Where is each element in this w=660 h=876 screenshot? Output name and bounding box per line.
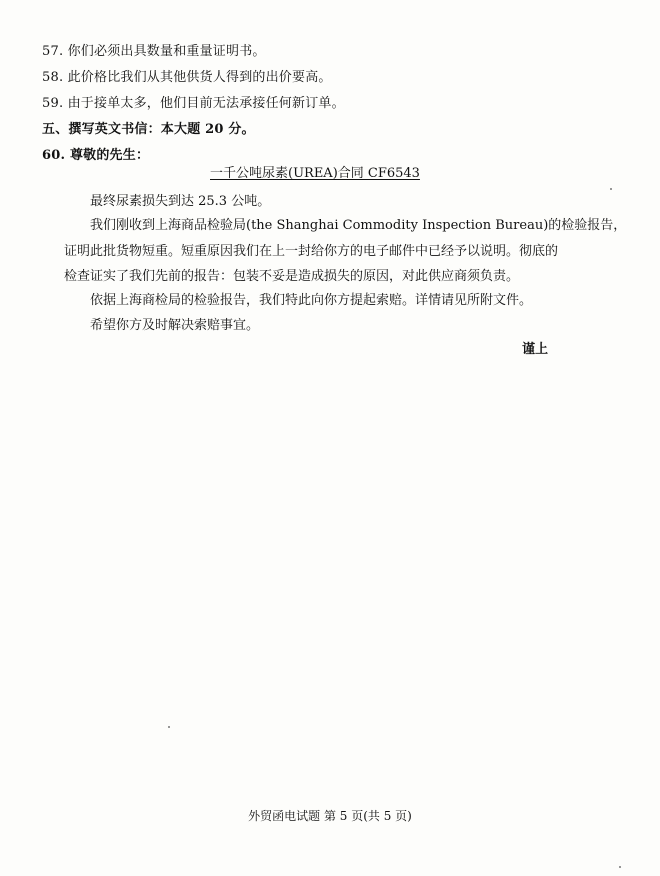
letter-subject: 一千公吨尿素(UREA)合同 CF6543 — [210, 166, 420, 181]
letter-paragraph-2-line-2: 证明此批货物短重。短重原因我们在上一封给你方的电子邮件中已经予以说明。彻底的 — [64, 244, 559, 259]
question-57: 57. 你们必须出具数量和重量证明书。 — [42, 44, 266, 59]
letter-paragraph-4: 希望你方及时解决索赔事宜。 — [90, 318, 260, 333]
scan-speck — [168, 726, 170, 728]
scan-speck — [610, 188, 612, 190]
page-footer: 外贸函电试题 第 5 页(共 5 页) — [248, 809, 412, 823]
letter-paragraph-3: 依据上海商检局的检验报告，我们特此向你方提起索赔。详情请见所附文件。 — [90, 293, 533, 308]
letter-paragraph-1: 最终尿素损失到达 25.3 公吨。 — [90, 194, 271, 209]
scan-speck — [619, 866, 621, 868]
section-heading-5: 五、撰写英文书信：本大题 20 分。 — [42, 122, 255, 137]
letter-closing: 谨上 — [522, 342, 549, 357]
question-60-salutation: 60. 尊敬的先生： — [42, 148, 150, 163]
question-59: 59. 由于接单太多，他们目前无法承接任何新订单。 — [42, 96, 345, 111]
question-58: 58. 此价格比我们从其他供货人得到的出价要高。 — [42, 70, 332, 85]
letter-paragraph-2-line-3: 检查证实了我们先前的报告：包装不妥是造成损失的原因，对此供应商须负责。 — [64, 269, 520, 284]
letter-paragraph-2-line-1: 我们刚收到上海商品检验局(the Shanghai Commodity Inspection Bureau)的检验报告， — [90, 218, 627, 233]
